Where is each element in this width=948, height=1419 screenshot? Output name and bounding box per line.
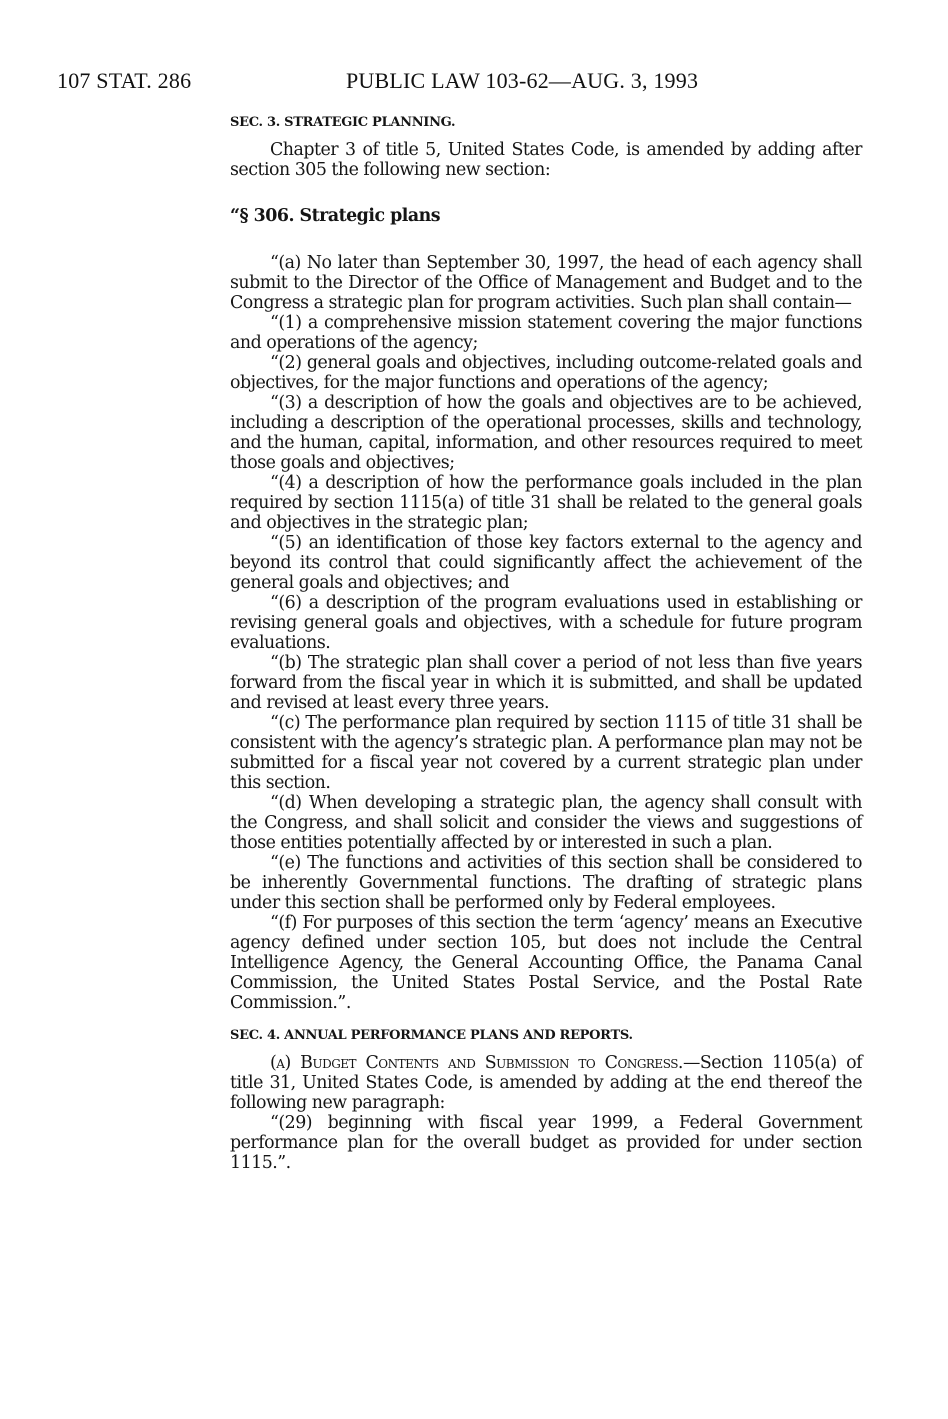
list-item: “(2) general goals and objectives, including outcome-related goals and objectives, for the major functions and operations of the agency; (230, 352, 862, 393)
new-section-306-heading: “§ 306. Strategic plans (230, 206, 441, 227)
paragraph-list (230, 313, 862, 653)
public-law-title: PUBLIC LAW 103-62—AUG. 3, 1993 (346, 68, 699, 93)
list-item: “(1) a comprehensive mission statement covering the major functions and operations of the agency; (230, 312, 862, 353)
subsection-c: “(c) The performance plan required by section 1115 of title 31 shall be consistent with the agency’s strategic plan. A performance plan may not be submitted for a fiscal year not covered by a current strategic plan under this section. (230, 712, 862, 793)
subsection-a-text: —Section 1105(a) of title 31, United States Code, is amended by adding at the end thereof the following new paragraph: (230, 1052, 863, 1113)
statute-page-number: 107 STAT. 286 (57, 68, 192, 93)
list-item: “(3) a description of how the goals and objectives are to be achieved, including a description of the operational processes, skills and technology, and the human, capital, information, and other resources required to meet those goals and objectives; (230, 392, 862, 473)
subsection-a-caption: (a) Budget Contents and Submission to Congress. (270, 1052, 683, 1073)
list-item: “(4) a description of how the performance goals included in the plan required by section 1115(a) of title 31 shall be related to the general goals and objectives in the strategic plan; (230, 472, 862, 533)
paragraph-29: “(29) beginning with fiscal year 1999, a Federal Government performance plan for the overall budget as provided for under section 1115.”. (230, 1112, 862, 1173)
section-3-intro: Chapter 3 of title 5, United States Code, is amended by adding after section 305 the following new section: (230, 140, 862, 180)
subsection-a: “(a) No later than September 30, 1997, the head of each agency shall submit to the Director of the Office of Management and Budget and to the Congress a strategic plan for program activities. Such plan shall contain— (230, 252, 862, 313)
section-3-heading: SEC. 3. STRATEGIC PLANNING. (230, 115, 456, 130)
list-item: “(6) a description of the program evaluations used in establishing or revising general goals and objectives, with a schedule for future program evaluations. (230, 592, 862, 653)
section-4-heading: SEC. 4. ANNUAL PERFORMANCE PLANS AND REPORTS. (230, 1027, 633, 1043)
subsection-e: “(e) The functions and activities of this section shall be considered to be inherently Governmental functions. The drafting of strategic plans under this section shall be performed only by Federal employees. (230, 852, 862, 913)
document-body (230, 114, 862, 1173)
section-4-subsection-a (230, 1053, 862, 1113)
list-item: “(5) an identification of those key factors external to the agency and beyond its control that could significantly affect the achievement of the general goals and objectives; and (230, 532, 862, 593)
subsection-f: “(f) For purposes of this section the term ‘agency’ means an Executive agency defined under section 105, but does not include the Central Intelligence Agency, the General Accounting Office, the Panama Canal Commission, the United States Postal Service, and the Postal Rate Commission.”. (230, 912, 862, 1013)
subsection-b: “(b) The strategic plan shall cover a period of not less than five years forward from the fiscal year in which it is submitted, and shall be updated and revised at least every three years. (230, 652, 862, 713)
subsection-d: “(d) When developing a strategic plan, the agency shall consult with the Congress, and shall solicit and consider the views and suggestions of those entities potentially affected by or interested in such a plan. (230, 792, 862, 853)
